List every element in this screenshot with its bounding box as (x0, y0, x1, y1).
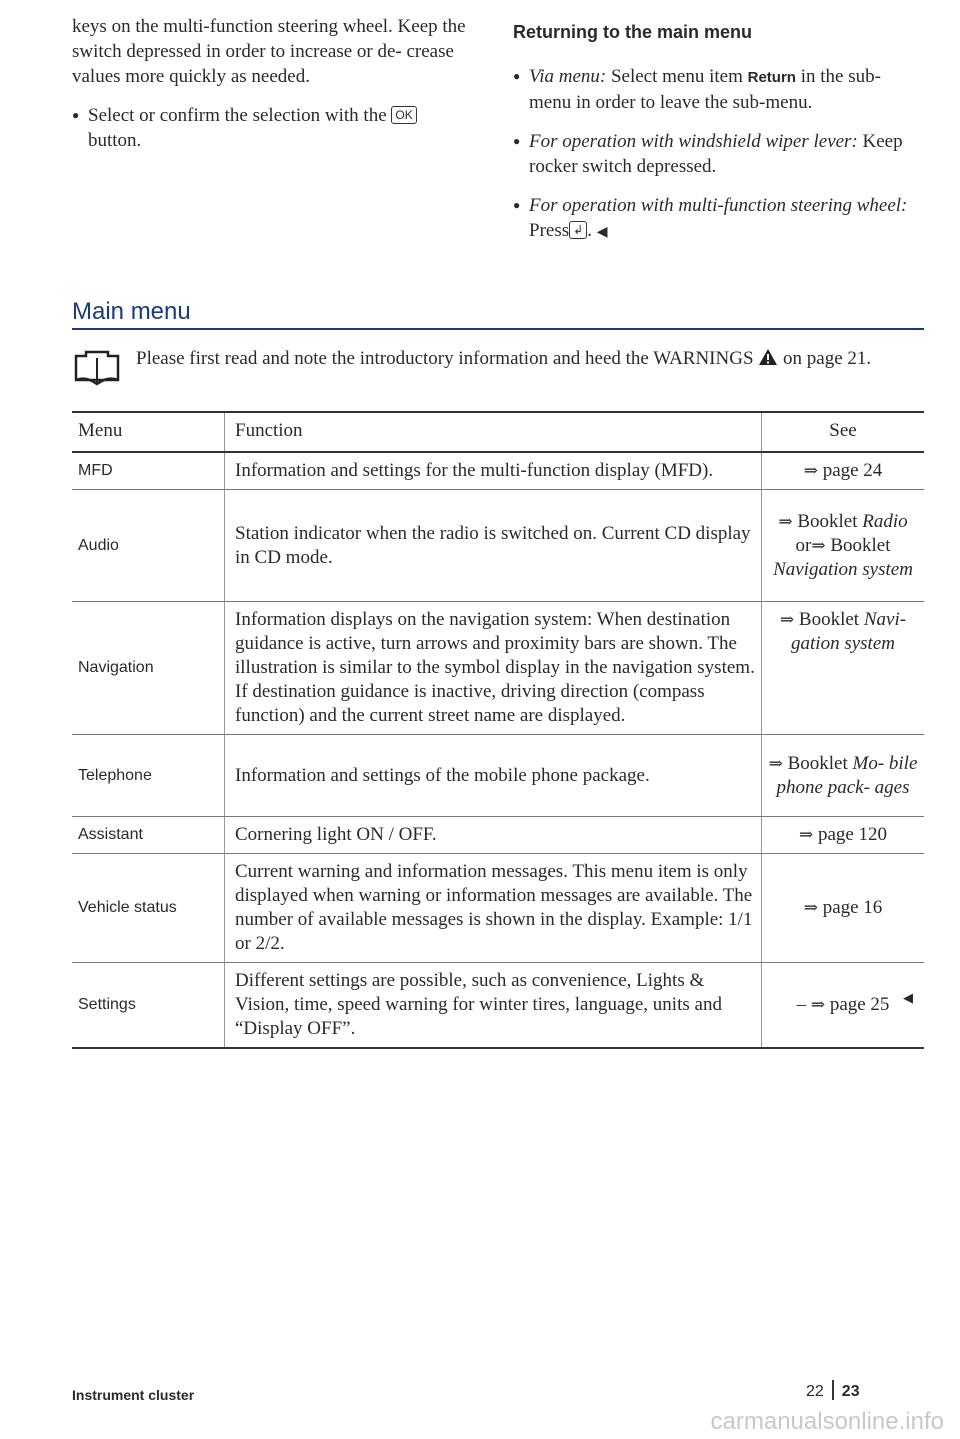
page-numbers (806, 1380, 860, 1401)
continuation-text: keys on the multi-function steering wheel. Keep the switch depressed in order to increase or de- crease values more quickly as needed. (72, 16, 466, 87)
header-menu: Menu (72, 412, 225, 452)
wiper-lever-bullet: ● For operation with windshield wiper lever: Keep rocker switch depressed. (529, 129, 923, 179)
table-row: Vehicle status Current warning and information messages. This menu item is only displayed when warning or information messages are available. The number of available messages is shown in the display. Example: 1/1 or 2/2. ⇒ page 16 (72, 854, 924, 963)
back-key-icon: ↲ (569, 221, 587, 239)
page-separator (832, 1380, 834, 1400)
table-end-marker-icon: ◀ (903, 990, 913, 1005)
table-row: Telephone Information and settings of the mobile phone package. ⇒ Booklet Mo- bile phone pack- ages (72, 735, 924, 817)
section-divider (72, 328, 924, 330)
table-row: Settings Different settings are possible, such as convenience, Lights & Vision, time, speed warning for winter tires, language, units and “Display OFF”. – ⇒ page 25 (72, 963, 924, 1049)
confirm-bullet: ● Select or confirm the selection with the OK button. (88, 103, 472, 153)
header-see: See (762, 412, 925, 452)
returning-heading: Returning to the main menu (513, 22, 753, 42)
steering-wheel-bullet: ● For operation with multi-function steering wheel: Press ↲ . ◀ (529, 193, 923, 245)
footer-section-name: Instrument cluster (72, 1387, 195, 1403)
table-row: Assistant Cornering light ON / OFF. ⇒ page 120 (72, 817, 924, 854)
section-title: Main menu (72, 298, 191, 325)
right-column (513, 64, 923, 259)
warning-icon (758, 348, 778, 366)
left-column (72, 14, 472, 167)
page-number-right: 23 (841, 1383, 860, 1400)
table-header-row (72, 412, 924, 452)
ok-key-icon: OK (391, 106, 416, 124)
table-row: Navigation Information displays on the navigation system: When destination guidance is active, turn arrows and proximity bars are shown. The illustration is similar to the symbol display in the navigation system. If destination guidance is inactive, driving direction (compass function) and the current street name are displayed. ⇒ Booklet Navi- gation system (72, 602, 924, 735)
table-row: Audio Station indicator when the radio is switched on. Current CD display in CD mode. ⇒ Booklet Radio or⇒ Booklet Navigation system (72, 490, 924, 602)
main-menu-table (72, 411, 924, 1049)
watermark: carmanualsonline.info (710, 1408, 944, 1435)
return-label: Return (747, 69, 796, 86)
end-marker-icon: ◀ (596, 225, 608, 240)
header-function: Function (225, 412, 762, 452)
book-icon (72, 350, 122, 388)
via-menu-bullet: ● Via menu: Select menu item Return in the sub- menu in order to leave the sub-menu. (529, 64, 923, 115)
page-number-left: 22 (806, 1383, 824, 1400)
table-row: MFD Information and settings for the multi-function display (MFD). ⇒ page 24 (72, 452, 924, 490)
